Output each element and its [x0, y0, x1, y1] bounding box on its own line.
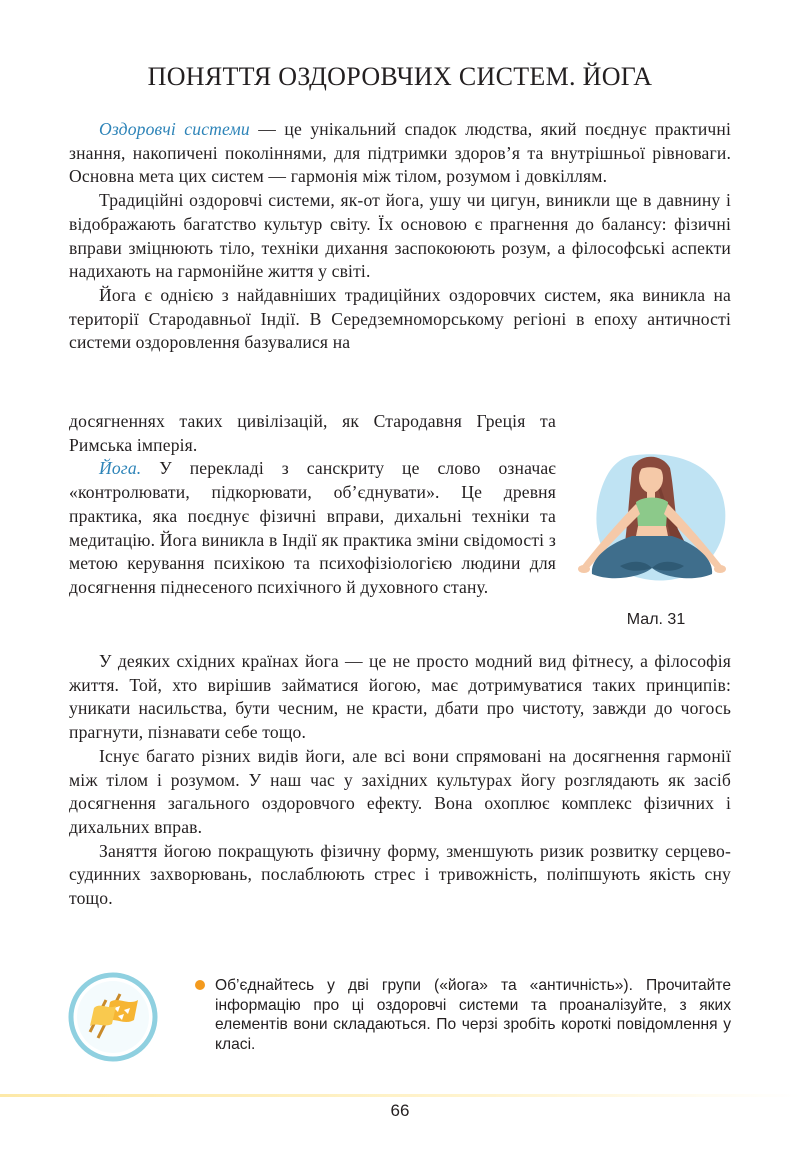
paragraph-benefits: Заняття йогою покращують фізичну форму, зменшують ризик розвитку серцево-судинних захворювань, послаблюють стрес і тривожність, поліпшують якість сну тощо.: [69, 840, 731, 909]
paragraph-yoga-types: Існує багато різних видів йоги, але всі вони спрямовані на досягнення гармонії між тілом і розумом. У наш час у західних культурах йогу розглядають як засіб досягнення загального оздоровчого ефекту. Вона охоплює комплекс фізичних і дихальних вправ.: [69, 745, 731, 837]
group-task-text: Об’єднайтесь у дві групи («йога» та «античність»). Прочитайте інформацію про ці оздоровчі системи та проаналізуйте, з яких елементів вони складаються. По черзі зробіть короткі повідомлення у класі.: [215, 977, 731, 1053]
bottom-divider: [0, 1094, 800, 1097]
page-number: 66: [390, 1101, 410, 1120]
term-yoga: Йога.: [99, 458, 142, 479]
paragraph-text: — це унікальний спадок людства, який поєднує практичні знання, накопичені поколіннями, для підтримки здоров’я та внутрішньої рівноваги. Основна мета цих систем — гармонія між тілом, розумом і довкіллям.: [69, 119, 731, 187]
paragraph-traditional-systems: Традиційні оздоровчі системи, як-от йога, ушу чи цигун, виникли ще в давнину і відображають багатство культур світу. Їх основою є прагнення до балансу: фізичні вправи зміцнюють тіло, техніки дихання заспокоюють розум, а філософські аспекти надихають на гармонійне життя у світі.: [69, 190, 731, 282]
paragraph-yoga-origin-cont: досягненнях таких цивілізацій, як Стародавня Греція та Римська імперія.: [69, 411, 556, 455]
paragraph-text: У перекладі з санскриту це слово означає «контролювати, підкорювати, об’єднувати». Це древня практика, яка поєднує фізичні вправи, дихальні техніки та медитацію. Йога виникла в Індії як практика зміни свідомості з метою керування психікою та психофізіологією людини для досягнення піднесеного психічного й духовного стану.: [69, 458, 556, 597]
figure-caption: Мал. 31: [626, 611, 686, 628]
text-block-wrap: [69, 410, 556, 600]
paragraph-philosophy: У деяких східних країнах йога — це не просто модний вид фітнесу, а філософія життя. Той, хто вирішив займатися йогою, має дотримуватися таких принципів: уникати насильства, бути чесним, не красти, дбати про чистоту, завжди до чогось прагнути, пізнавати себе тощо.: [69, 651, 731, 743]
task-bullet: [195, 980, 205, 990]
paragraph-yoga-definition: [69, 457, 556, 599]
text-block-bottom: [69, 650, 731, 911]
paragraph-health-systems: [69, 118, 731, 189]
text-block-top: [69, 118, 731, 355]
yoga-woman-illustration: [570, 448, 740, 598]
group-task-icon: [68, 972, 158, 1062]
term-health-systems: Оздоровчі системи: [99, 119, 250, 139]
paragraph-yoga-origin: Йога є однією з найдавніших традиційних оздоровчих систем, яка виникла на території Стародавньої Індії. В Середземноморському регіоні в епоху античності системи оздоровлення базувалися на: [69, 284, 731, 353]
page-title: ПОНЯТТЯ ОЗДОРОВЧИХ СИСТЕМ. ЙОГА: [147, 62, 653, 91]
